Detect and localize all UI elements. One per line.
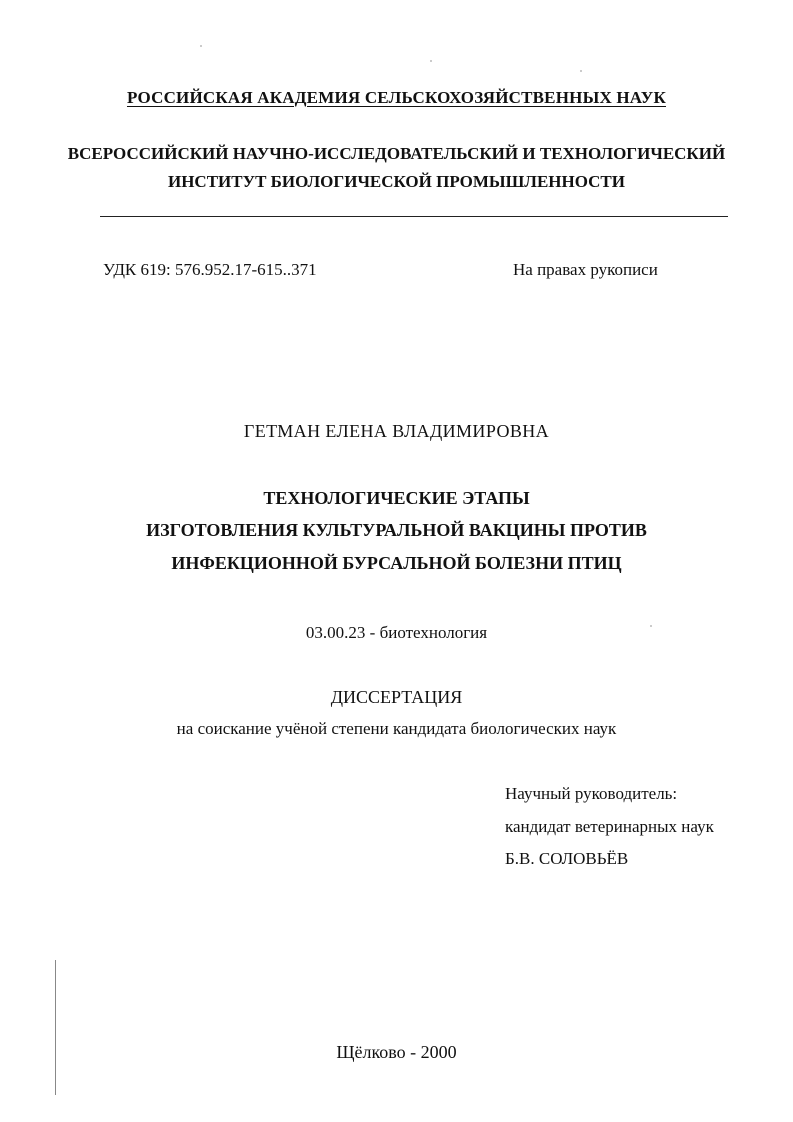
scan-speck <box>650 625 652 627</box>
title-line1: ТЕХНОЛОГИЧЕСКИЕ ЭТАПЫ <box>263 488 530 508</box>
scan-speck <box>430 60 432 62</box>
scan-speck <box>200 45 202 47</box>
academy-name: РОССИЙСКАЯ АКАДЕМИЯ СЕЛЬСКОХОЗЯЙСТВЕННЫХ НАУК <box>126 88 666 107</box>
scan-speck <box>580 70 582 72</box>
scan-margin-mark <box>55 960 56 1095</box>
header-divider <box>100 216 728 217</box>
institute-name-line1: ВСЕРОССИЙСКИЙ НАУЧНО-ИССЛЕДОВАТЕЛЬСКИЙ И ТЕХНОЛОГИЧЕСКИЙ <box>67 144 726 163</box>
degree-sought: на соискание учёной степени кандидата биологических наук <box>176 719 617 738</box>
institute-name-line2: ИНСТИТУТ БИОЛОГИЧЕСКОЙ ПРОМЫШЛЕННОСТИ <box>167 172 625 191</box>
supervisor-degree: кандидат ветеринарных наук <box>505 817 714 836</box>
city-year: Щёлково - 2000 <box>336 1042 457 1062</box>
title-line3: ИНФЕКЦИОННОЙ БУРСАЛЬНОЙ БОЛЕЗНИ ПТИЦ <box>171 553 622 573</box>
author-name: ГЕТМАН ЕЛЕНА ВЛАДИМИРОВНА <box>243 421 550 441</box>
supervisor-name: Б.В. СОЛОВЬЁВ <box>505 849 629 868</box>
specialty-code: 03.00.23 - биотехнология <box>305 623 488 642</box>
title-line2: ИЗГОТОВЛЕНИЯ КУЛЬТУРАЛЬНОЙ ВАКЦИНЫ ПРОТИВ <box>146 520 647 540</box>
udk-code: УДК 619: 576.952.17-615..371 <box>103 260 317 279</box>
rights-notice: На правах рукописи <box>513 260 658 279</box>
dissertation-label: ДИССЕРТАЦИЯ <box>330 687 463 707</box>
supervisor-role: Научный руководитель: <box>505 784 678 803</box>
